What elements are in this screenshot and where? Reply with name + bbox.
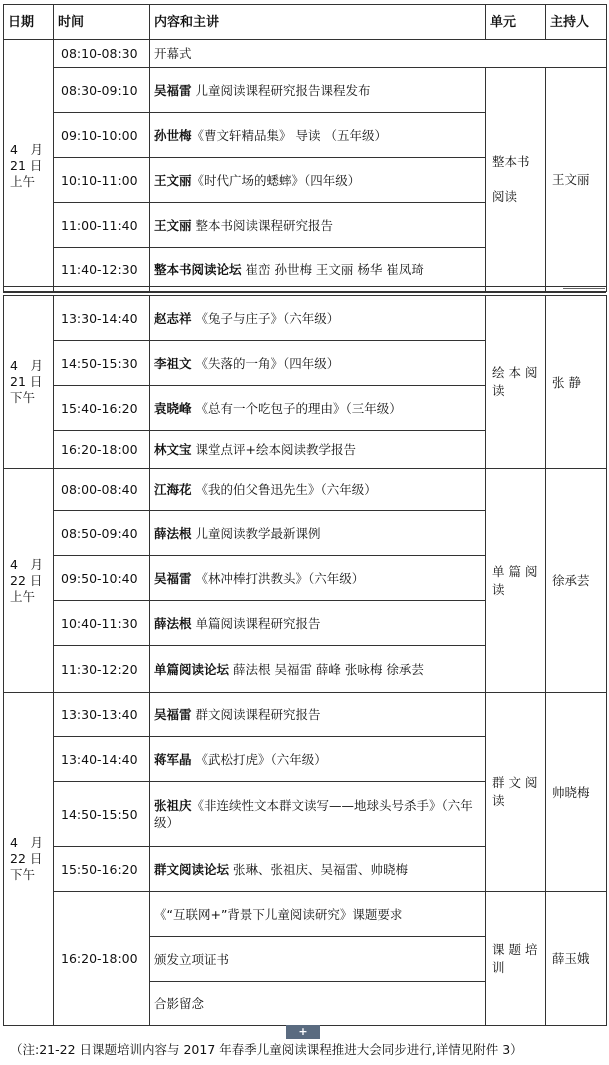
unit-line: 读 [492, 793, 505, 808]
date-cell [4, 296, 54, 469]
speaker-name: 群文阅读论坛 [154, 861, 230, 877]
content-cell [150, 469, 486, 511]
speaker-name: 袁晓峰 [154, 400, 192, 416]
host-cell: 王文丽 [546, 68, 607, 292]
date-line: 上午 [10, 588, 36, 604]
host-cell: 徐承芸 [546, 469, 607, 693]
content-cell [150, 511, 486, 556]
footnote: （注:21-22 日课题培训内容与 2017 年春季儿童阅读课程推进大会同步进行,详情见附件 3） [10, 1042, 523, 1057]
divider [3, 286, 606, 287]
topic-text: 《时代广场的蟋蟀》（四年级） [191, 172, 361, 188]
time-cell: 15:50-16:20 [54, 847, 150, 892]
time-cell: 08:10-08:30 [54, 40, 150, 68]
unit-line: 群 文 阅 [492, 775, 538, 790]
unit-cell [486, 469, 546, 693]
host-cell: 张 静 [546, 296, 607, 469]
time-cell: 13:40-14:40 [54, 737, 150, 782]
content-cell: 开幕式 [150, 40, 607, 68]
speaker-name: 蒋军晶 [154, 751, 192, 767]
time-cell: 08:50-09:40 [54, 511, 150, 556]
time-cell: 13:30-14:40 [54, 296, 150, 341]
topic-text: 张琳、张祖庆、吴福雷、帅晓梅 [229, 861, 408, 877]
speaker-name: 吴福雷 [154, 82, 192, 98]
time-cell: 16:20-18:00 [54, 431, 150, 469]
speaker-name: 李祖文 [154, 355, 192, 371]
unit-line: 阅读 [492, 189, 518, 204]
content-cell [150, 296, 486, 341]
table-row [4, 68, 607, 113]
table-row [4, 892, 607, 937]
date-line: 22 日 [10, 572, 43, 588]
date-cell [4, 693, 54, 1026]
table-row [4, 693, 607, 737]
content-cell [150, 556, 486, 601]
speaker-name: 赵志祥 [154, 310, 192, 326]
header-host: 主持人 [546, 5, 607, 40]
topic-text: 《非连续性文本群文读写——地球头号杀手》（六年级） [154, 798, 473, 830]
speaker-name: 林文宝 [154, 442, 192, 457]
content-cell [150, 386, 486, 431]
content-cell [150, 203, 486, 248]
time-cell: 15:40-16:20 [54, 386, 150, 431]
table-row [4, 40, 607, 68]
topic-text: 《林冲棒打洪教头》（六年级） [191, 570, 365, 586]
unit-cell [486, 296, 546, 469]
speaker-name: 整本书阅读论坛 [154, 262, 242, 277]
time-cell: 08:30-09:10 [54, 68, 150, 113]
topic-text: 课堂点评+绘本阅读教学报告 [191, 442, 356, 457]
date-line: 22 日 [10, 851, 43, 866]
topic-text: 《我的伯父鲁迅先生》（六年级） [191, 482, 377, 497]
content-cell [150, 601, 486, 646]
date-cell [4, 40, 54, 292]
topic-text: 崔峦 孙世梅 王文丽 杨华 崔凤琦 [241, 262, 424, 277]
unit-cell [486, 693, 546, 892]
unit-line: 训 [492, 959, 505, 975]
time-cell: 14:50-15:30 [54, 341, 150, 386]
topic-text: 单篇阅读课程研究报告 [191, 615, 321, 631]
speaker-name: 吴福雷 [154, 570, 192, 586]
table-row [4, 296, 607, 341]
date-line: 下午 [10, 867, 36, 882]
topic-text: 《失落的一角》（四年级） [191, 355, 340, 371]
host-cell: 帅晓梅 [546, 693, 607, 892]
unit-line: 单 篇 阅 [492, 563, 538, 579]
topic-text: 《兔子与庄子》（六年级） [191, 310, 340, 326]
content-cell [150, 431, 486, 469]
speaker-name: 江海花 [154, 482, 192, 497]
date-line: 21 日 [10, 157, 43, 173]
content-cell [150, 782, 486, 847]
date-line: 4 月 [10, 358, 43, 373]
content-cell [150, 737, 486, 782]
topic-text: 《曹文轩精品集》 导读 （五年级） [191, 127, 387, 143]
topic-text: 薛法根 吴福雷 薛峰 张咏梅 徐承芸 [229, 661, 424, 677]
unit-line: 读 [492, 383, 505, 398]
date-cell [4, 469, 54, 693]
speaker-name: 薛法根 [154, 525, 192, 541]
time-cell: 11:00-11:40 [54, 203, 150, 248]
time-cell: 09:10-10:00 [54, 113, 150, 158]
divider [563, 288, 605, 289]
speaker-name: 王文丽 [154, 217, 192, 233]
divider [3, 292, 606, 293]
header-unit: 单元 [486, 5, 546, 40]
time-cell: 10:40-11:30 [54, 601, 150, 646]
content-cell [150, 113, 486, 158]
time-cell: 10:10-11:00 [54, 158, 150, 203]
header-date: 日期 [4, 5, 54, 40]
content-cell [150, 158, 486, 203]
expand-table-button[interactable]: + [286, 1025, 320, 1039]
unit-line: 整本书 [492, 154, 530, 169]
content-cell [150, 68, 486, 113]
unit-line: 课 题 培 [492, 941, 538, 957]
date-line: 21 日 [10, 374, 43, 389]
time-cell: 11:30-12:20 [54, 646, 150, 693]
speaker-name: 孙世梅 [154, 127, 192, 143]
topic-text: 儿童阅读课程研究报告课程发布 [191, 82, 371, 98]
time-cell: 13:30-13:40 [54, 693, 150, 737]
host-cell: 薛玉娥 [546, 892, 607, 1026]
date-line: 4 月 [10, 141, 43, 157]
speaker-name: 单篇阅读论坛 [154, 661, 230, 677]
topic-text: 《总有一个吃包子的理由》（三年级） [191, 400, 402, 416]
time-cell: 11:40-12:30 [54, 248, 150, 292]
table-break [3, 286, 606, 292]
unit-line: 读 [492, 581, 505, 597]
content-cell [150, 847, 486, 892]
schedule-table-morning-21 [3, 4, 607, 292]
unit-cell [486, 68, 546, 292]
date-line: 4 月 [10, 835, 43, 850]
date-line: 下午 [10, 390, 36, 405]
content-cell: 《“互联网+”背景下儿童阅读研究》课题要求 [150, 892, 486, 937]
date-line: 上午 [10, 173, 36, 189]
unit-spacer [492, 171, 541, 188]
topic-text: 整本书阅读课程研究报告 [191, 217, 333, 233]
time-cell: 14:50-15:50 [54, 782, 150, 847]
time-cell: 08:00-08:40 [54, 469, 150, 511]
content-cell [150, 248, 486, 292]
content-cell: 颁发立项证书 [150, 937, 486, 982]
schedule-table-main [3, 295, 607, 1026]
content-cell [150, 646, 486, 693]
unit-line: 绘 本 阅 [492, 365, 538, 380]
header-content: 内容和主讲 [150, 5, 486, 40]
unit-cell [486, 892, 546, 1026]
topic-text: 《武松打虎》（六年级） [191, 751, 327, 767]
content-cell: 合影留念 [150, 982, 486, 1026]
topic-text: 群文阅读课程研究报告 [191, 707, 321, 722]
content-cell [150, 693, 486, 737]
speaker-name: 张祖庆 [154, 798, 192, 813]
header-row [4, 5, 607, 40]
speaker-name: 薛法根 [154, 615, 192, 631]
time-cell: 16:20-18:00 [54, 892, 150, 1026]
topic-text: 儿童阅读教学最新课例 [191, 525, 321, 541]
header-time: 时间 [54, 5, 150, 40]
content-cell [150, 341, 486, 386]
speaker-name: 吴福雷 [154, 707, 192, 722]
table-row [4, 469, 607, 511]
speaker-name: 王文丽 [154, 172, 192, 188]
time-cell: 09:50-10:40 [54, 556, 150, 601]
date-line: 4 月 [10, 556, 43, 572]
